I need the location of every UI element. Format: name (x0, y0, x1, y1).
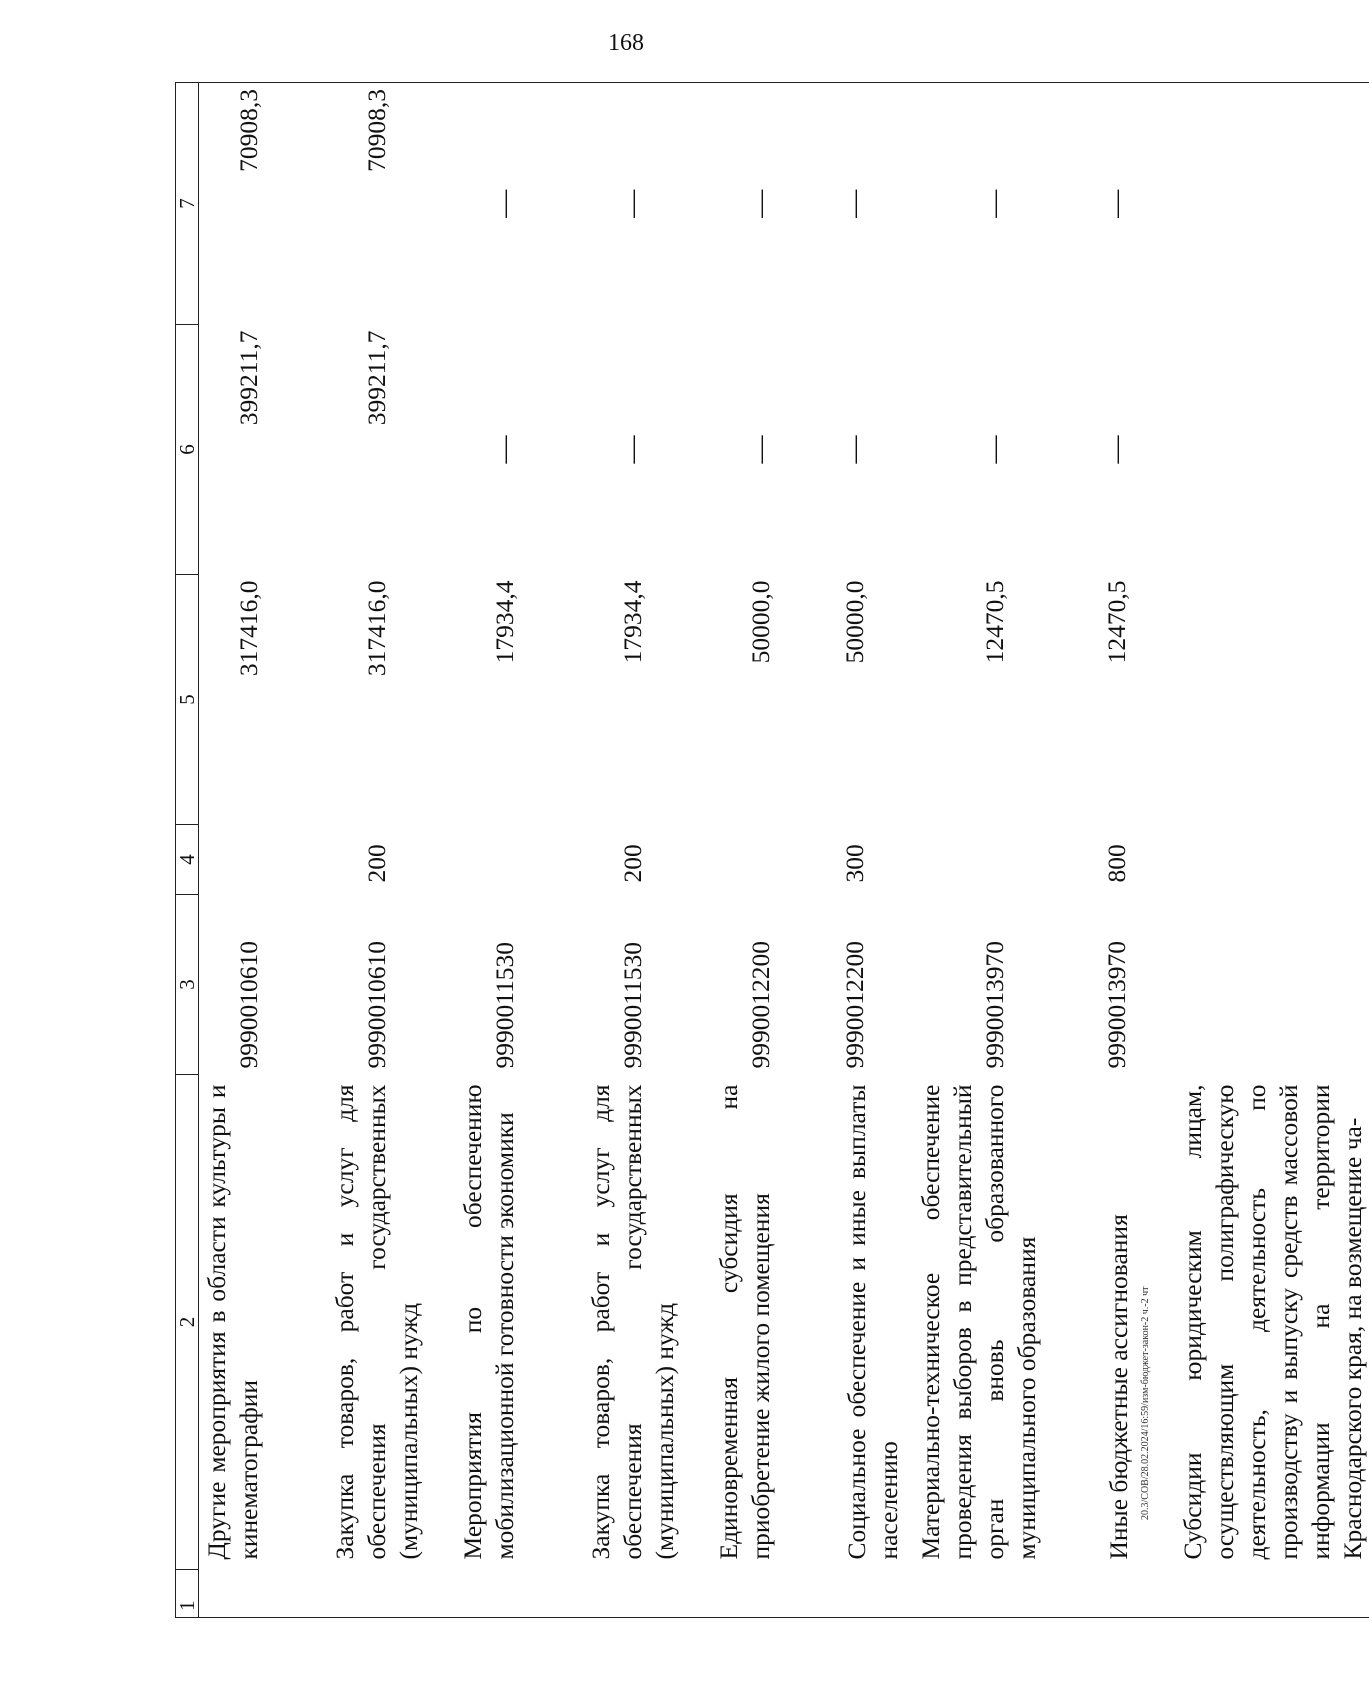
header-cell-2: 2 (176, 1075, 199, 1570)
row-description: Материально-техническое обеспечение проведения выборов в представительный орган вновь образованного муниципального образования (916, 1084, 1041, 1560)
row-type (199, 825, 328, 895)
row-value-7: — (617, 189, 648, 218)
row-value-6: — (979, 435, 1010, 464)
row-value-6: 399211,7 (362, 330, 391, 426)
row-type (711, 825, 839, 895)
row-type (455, 825, 583, 895)
row-value-5: 17934,4 (618, 580, 647, 664)
table-row (913, 83, 1101, 1618)
document-footer-code: 20.3/СОВ/28.02.2024/16:59/изм-бюджет-закон-2 ч.-2 чт (1140, 1286, 1151, 1520)
row-type: 200 (362, 844, 391, 883)
row-type: 800 (1102, 844, 1131, 883)
header-row (176, 83, 199, 1618)
row-code: 9990010610 (234, 941, 263, 1069)
row-code: 9990012200 (840, 941, 869, 1069)
row-value-6: — (489, 435, 520, 464)
row-value-5: 317416,0 (234, 580, 263, 677)
row-code: 9990013970 (980, 941, 1009, 1069)
row-value-7: — (1101, 189, 1132, 218)
row-value-7 (1175, 83, 1369, 325)
row-description: Закупка товаров, работ и услуг для обеспечения государственных (муниципальных) нужд (586, 1084, 679, 1560)
row-code: 9990012200 (746, 941, 775, 1069)
row-value-7: 70908,3 (199, 83, 328, 325)
row-value-7: — (839, 189, 870, 218)
table-row (711, 83, 839, 1618)
row-description: Иные бюджетные ассигнования (1104, 1214, 1133, 1560)
table-row (327, 83, 455, 1618)
table-row (583, 83, 711, 1618)
row-code: 9990011530 (618, 941, 647, 1069)
row-value-5 (1175, 575, 1369, 825)
row-value-5: 317416,0 (362, 580, 391, 677)
row-value-6: — (617, 435, 648, 464)
row-value-5: 17934,4 (490, 580, 519, 664)
row-value-6 (1175, 325, 1369, 575)
table-row (199, 83, 328, 1618)
row-description: Единовременная субсидия на приобретение жилого помещения (714, 1084, 775, 1560)
row-value-6: — (1101, 435, 1132, 464)
row-type: 200 (618, 844, 647, 883)
page-number: 168 (608, 30, 644, 56)
row-value-5: 12470,5 (980, 580, 1009, 664)
row-value-7: — (979, 189, 1010, 218)
row-value-5: 50000,0 (840, 580, 869, 664)
row-code: 9990013970 (1102, 941, 1131, 1069)
header-cell-4: 4 (176, 825, 199, 895)
row-description: Субсидии юридическим лицам, осуществляющим полиграфическую деятельность, деятельность по производству и выпуску средств массовой информации на территории Краснодарского края, на возмещение ча- (1178, 1084, 1367, 1560)
row-value-6: 399211,7 (234, 330, 263, 426)
row-value-6: — (745, 435, 776, 464)
row-code: 9990011530 (490, 941, 519, 1069)
row-description: Мероприятия по обеспечению мобилизационной готовности экономики (458, 1084, 519, 1560)
table-row (839, 83, 913, 1618)
header-cell-6: 6 (176, 325, 199, 575)
header-cell-5: 5 (176, 575, 199, 825)
header-cell-7: 7 (176, 83, 199, 325)
row-value-7: — (745, 189, 776, 218)
table-row (1175, 83, 1369, 1618)
row-type (1175, 825, 1369, 895)
row-type: 300 (840, 844, 869, 883)
row-code (1175, 895, 1369, 1075)
row-value-5: 12470,5 (1102, 580, 1131, 664)
table-row (455, 83, 583, 1618)
row-value-6: — (839, 435, 870, 464)
row-value-5: 50000,0 (746, 580, 775, 664)
row-description: Социальное обеспечение и иные выплаты населению (842, 1084, 903, 1560)
table-row (1101, 83, 1175, 1618)
row-type (913, 825, 1101, 895)
row-value-7: — (489, 189, 520, 218)
header-cell-1: 1 (176, 1570, 199, 1618)
header-cell-3: 3 (176, 895, 199, 1075)
row-code: 9990010610 (362, 941, 391, 1069)
row-value-7: 70908,3 (327, 83, 455, 325)
row-description: Закупка товаров, работ и услуг для обеспечения государственных (муниципальных) нужд (330, 1084, 423, 1560)
row-description: Другие мероприятия в области культуры и кинематографии (202, 1084, 263, 1560)
budget-table (175, 82, 1369, 1618)
